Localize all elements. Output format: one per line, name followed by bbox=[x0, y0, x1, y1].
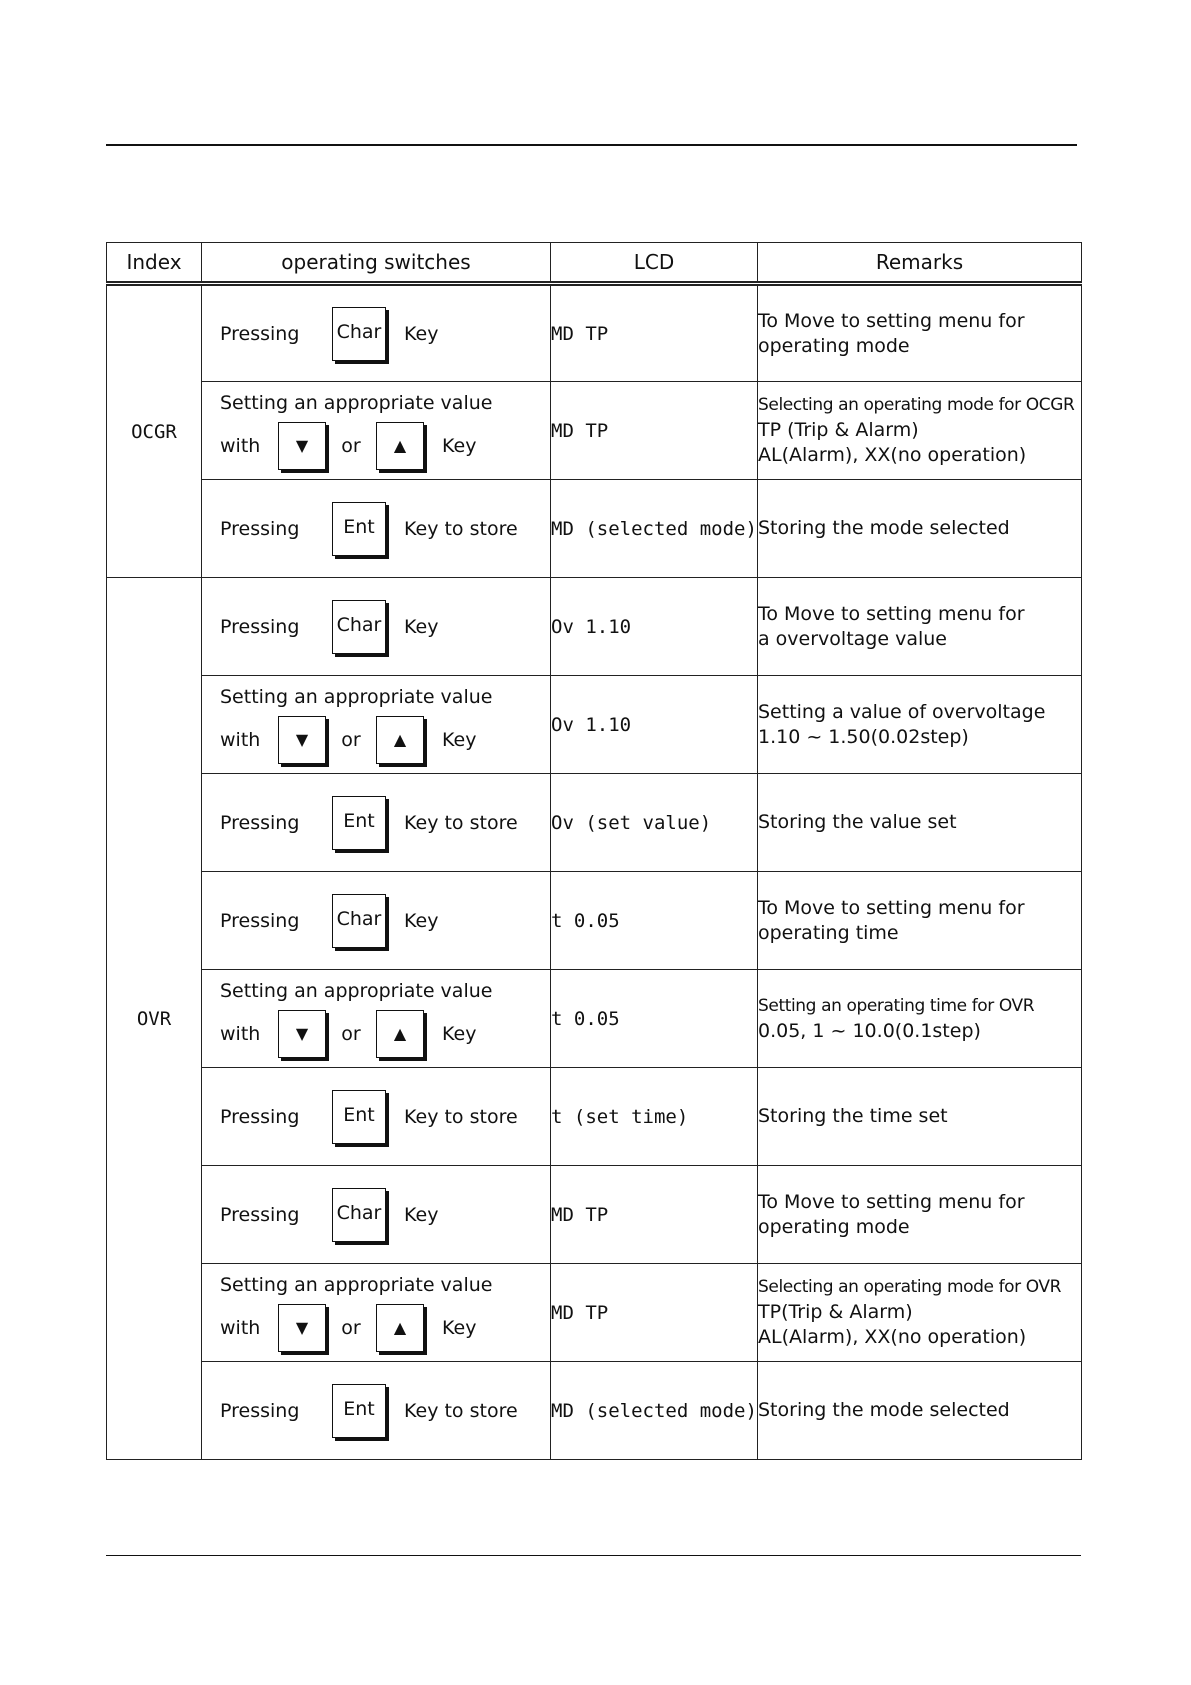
remarks-line: To Move to setting menu for bbox=[758, 309, 1025, 332]
header-remarks: Remarks bbox=[758, 243, 1082, 284]
key-suffix-label: Key to store bbox=[404, 1105, 518, 1128]
operating-switches-cell bbox=[202, 1362, 551, 1460]
remarks-cell bbox=[758, 1362, 1082, 1460]
ent-key: Ent bbox=[332, 1384, 386, 1438]
table-row bbox=[107, 382, 1082, 480]
remarks-line: TP (Trip & Alarm) bbox=[758, 419, 919, 441]
key-suffix-label: Key to store bbox=[404, 517, 518, 540]
lcd-display-text: MD TP bbox=[551, 284, 758, 382]
operating-switches-cell bbox=[202, 1068, 551, 1166]
remarks-line: a overvoltage value bbox=[758, 627, 947, 650]
header-lcd: LCD bbox=[551, 243, 758, 284]
header-index: Index bbox=[107, 243, 202, 284]
pressing-label: Pressing bbox=[220, 322, 300, 345]
pressing-label: Pressing bbox=[220, 615, 300, 638]
remarks-line: Setting a value of overvoltage bbox=[758, 700, 1046, 723]
remarks-line: Setting an operating time for OVR bbox=[758, 995, 1035, 1016]
index-cell: OVR bbox=[107, 578, 202, 1460]
table-row bbox=[107, 1264, 1082, 1362]
remarks-line: 0.05, 1 ~ 10.0(0.1step) bbox=[758, 1019, 981, 1042]
index-cell: OCGR bbox=[107, 284, 202, 578]
up-arrow-key-icon: ▲ bbox=[376, 716, 424, 764]
key-suffix-label: Key bbox=[404, 615, 439, 638]
remarks-cell bbox=[758, 1068, 1082, 1166]
table-header-row bbox=[107, 243, 1082, 284]
operating-switches-cell bbox=[202, 1166, 551, 1264]
with-label: with bbox=[220, 1022, 261, 1045]
pressing-label: Pressing bbox=[220, 909, 300, 932]
operating-switches-cell bbox=[202, 578, 551, 676]
lcd-display-text: MD TP bbox=[551, 1166, 758, 1264]
key-suffix-label: Key bbox=[442, 728, 477, 751]
table-row bbox=[107, 1068, 1082, 1166]
lcd-display-text: MD (selected mode) bbox=[551, 1362, 758, 1460]
pressing-label: Pressing bbox=[220, 517, 300, 540]
remarks-line: operating mode bbox=[758, 334, 910, 357]
remarks-cell bbox=[758, 382, 1082, 480]
setting-instruction: Setting an appropriate value bbox=[220, 685, 493, 708]
remarks-cell bbox=[758, 774, 1082, 872]
lcd-display-text: Ov 1.10 bbox=[551, 578, 758, 676]
bottom-rule bbox=[106, 1555, 1081, 1556]
with-label: with bbox=[220, 1316, 261, 1339]
setting-instruction: Setting an appropriate value bbox=[220, 1273, 493, 1296]
operating-switches-cell bbox=[202, 970, 551, 1068]
char-key: Char bbox=[332, 894, 386, 948]
down-arrow-key-icon: ▼ bbox=[278, 716, 326, 764]
remarks-cell bbox=[758, 578, 1082, 676]
operating-switches-cell bbox=[202, 382, 551, 480]
remarks-line: Selecting an operating mode for OCGR bbox=[758, 395, 1075, 415]
char-key: Char bbox=[332, 307, 386, 361]
operating-switches-cell bbox=[202, 1264, 551, 1362]
remarks-line: To Move to setting menu for bbox=[758, 896, 1025, 919]
operating-switches-cell bbox=[202, 480, 551, 578]
table-row bbox=[107, 578, 1082, 676]
remarks-cell bbox=[758, 970, 1082, 1068]
pressing-label: Pressing bbox=[220, 1105, 300, 1128]
remarks-line: operating time bbox=[758, 921, 899, 944]
operating-switches-cell bbox=[202, 774, 551, 872]
table-row bbox=[107, 872, 1082, 970]
lcd-display-text: t 0.05 bbox=[551, 970, 758, 1068]
setting-instruction: Setting an appropriate value bbox=[220, 391, 493, 414]
table-row bbox=[107, 1166, 1082, 1264]
pressing-label: Pressing bbox=[220, 1399, 300, 1422]
lcd-display-text: Ov 1.10 bbox=[551, 676, 758, 774]
down-arrow-key-icon: ▼ bbox=[278, 1010, 326, 1058]
pressing-label: Pressing bbox=[220, 1203, 300, 1226]
remarks-cell bbox=[758, 872, 1082, 970]
table-row bbox=[107, 480, 1082, 578]
table-row bbox=[107, 676, 1082, 774]
lcd-display-text: t 0.05 bbox=[551, 872, 758, 970]
or-label: or bbox=[341, 728, 361, 751]
char-key: Char bbox=[332, 1188, 386, 1242]
or-label: or bbox=[341, 1316, 361, 1339]
lcd-display-text: MD TP bbox=[551, 382, 758, 480]
remarks-line: Selecting an operating mode for OVR bbox=[758, 1277, 1062, 1297]
operating-switches-cell bbox=[202, 284, 551, 382]
lcd-display-text: Ov (set value) bbox=[551, 774, 758, 872]
remarks-line: 1.10 ~ 1.50(0.02step) bbox=[758, 725, 969, 748]
key-suffix-label: Key bbox=[404, 1203, 439, 1226]
remarks-line: operating mode bbox=[758, 1215, 910, 1238]
down-arrow-key-icon: ▼ bbox=[278, 1304, 326, 1352]
with-label: with bbox=[220, 728, 261, 751]
operating-switches-cell bbox=[202, 872, 551, 970]
remarks-line: Storing the mode selected bbox=[758, 1399, 1010, 1421]
table-body bbox=[107, 284, 1082, 1460]
down-arrow-key-icon: ▼ bbox=[278, 422, 326, 470]
remarks-line: AL(Alarm), XX(no operation) bbox=[758, 444, 1027, 466]
table-row bbox=[107, 1362, 1082, 1460]
lcd-display-text: t (set time) bbox=[551, 1068, 758, 1166]
remarks-cell bbox=[758, 676, 1082, 774]
setting-instruction: Setting an appropriate value bbox=[220, 979, 493, 1002]
key-suffix-label: Key bbox=[442, 434, 477, 457]
lcd-display-text: MD (selected mode) bbox=[551, 480, 758, 578]
up-arrow-key-icon: ▲ bbox=[376, 1304, 424, 1352]
char-key: Char bbox=[332, 600, 386, 654]
lcd-display-text: MD TP bbox=[551, 1264, 758, 1362]
or-label: or bbox=[341, 1022, 361, 1045]
settings-table bbox=[106, 242, 1082, 1460]
header-operating-switches: operating switches bbox=[202, 243, 551, 284]
key-suffix-label: Key to store bbox=[404, 1399, 518, 1422]
remarks-line: Storing the mode selected bbox=[758, 517, 1010, 539]
remarks-line: Storing the value set bbox=[758, 811, 957, 833]
remarks-line: Storing the time set bbox=[758, 1105, 948, 1127]
up-arrow-key-icon: ▲ bbox=[376, 1010, 424, 1058]
remarks-line: TP(Trip & Alarm) bbox=[758, 1301, 913, 1323]
remarks-cell bbox=[758, 1166, 1082, 1264]
ent-key: Ent bbox=[332, 1090, 386, 1144]
key-suffix-label: Key bbox=[404, 322, 439, 345]
ent-key: Ent bbox=[332, 796, 386, 850]
table-row bbox=[107, 774, 1082, 872]
remarks-cell bbox=[758, 1264, 1082, 1362]
remarks-line: AL(Alarm), XX(no operation) bbox=[758, 1326, 1027, 1348]
operating-switches-cell bbox=[202, 676, 551, 774]
key-suffix-label: Key to store bbox=[404, 811, 518, 834]
key-suffix-label: Key bbox=[442, 1316, 477, 1339]
top-rule bbox=[106, 144, 1077, 146]
remarks-line: To Move to setting menu for bbox=[758, 602, 1025, 625]
key-suffix-label: Key bbox=[404, 909, 439, 932]
remarks-cell bbox=[758, 284, 1082, 382]
table-row bbox=[107, 970, 1082, 1068]
key-suffix-label: Key bbox=[442, 1022, 477, 1045]
remarks-cell bbox=[758, 480, 1082, 578]
up-arrow-key-icon: ▲ bbox=[376, 422, 424, 470]
ent-key: Ent bbox=[332, 502, 386, 556]
pressing-label: Pressing bbox=[220, 811, 300, 834]
table-row bbox=[107, 284, 1082, 382]
with-label: with bbox=[220, 434, 261, 457]
remarks-line: To Move to setting menu for bbox=[758, 1190, 1025, 1213]
or-label: or bbox=[341, 434, 361, 457]
